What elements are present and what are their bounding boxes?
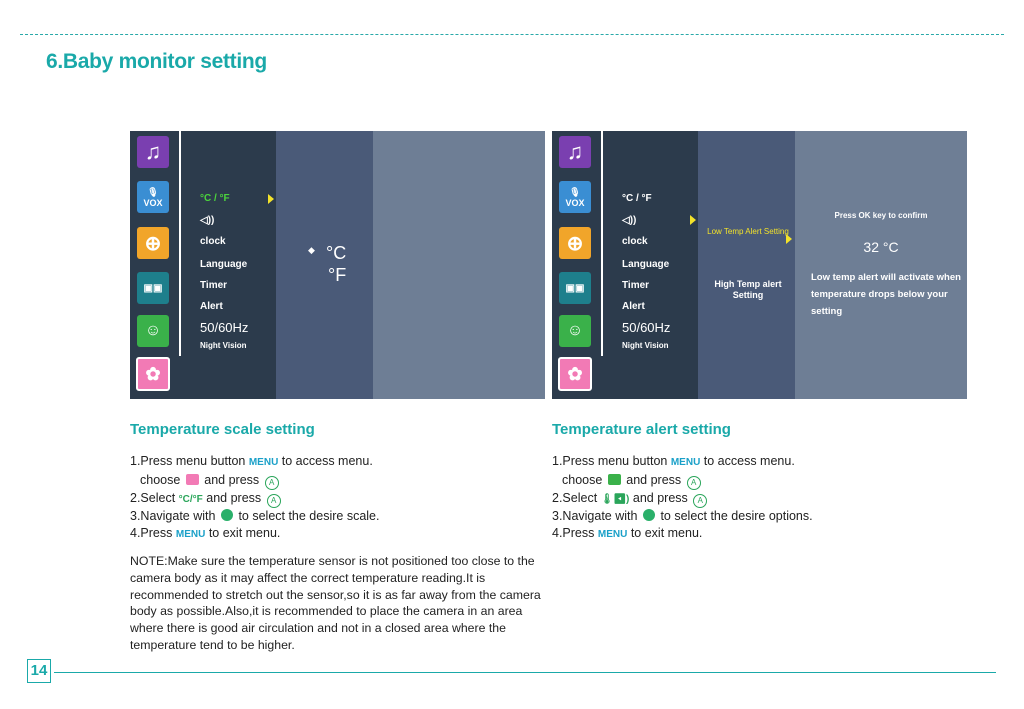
- menu-item-volume[interactable]: ◁)): [622, 215, 637, 226]
- menu-button-icon: MENU: [175, 528, 206, 540]
- navigation-pad-icon: [643, 509, 655, 521]
- right-monitor-screen: [552, 131, 967, 399]
- top-dashed-divider: [20, 34, 1004, 35]
- menu-item-language[interactable]: Language: [200, 259, 248, 270]
- menu-button-icon: MENU: [597, 528, 628, 540]
- camera-icon[interactable]: ▣▣: [137, 272, 169, 304]
- detail-panel: [795, 131, 967, 399]
- settings-gear-icon[interactable]: ✿: [558, 357, 592, 391]
- ok-button-icon: A: [693, 494, 707, 508]
- menu-button-icon: MENU: [670, 457, 701, 468]
- zoom-icon[interactable]: ⊕: [137, 227, 169, 259]
- baby-camera-icon[interactable]: ☺: [137, 315, 169, 347]
- settings-gear-icon[interactable]: ✿: [136, 357, 170, 391]
- settings-menu: [182, 131, 274, 399]
- section-title-temp-scale: Temperature scale setting: [130, 421, 315, 438]
- detail-panel: [373, 131, 545, 399]
- menu-icon-column: [552, 131, 600, 399]
- options-panel: [698, 131, 795, 399]
- menu-item-timer[interactable]: Timer: [200, 280, 228, 291]
- arrow-right-icon: [268, 194, 274, 204]
- alert-info-text: Low temp alert will activate when temperature drops below your setting: [811, 272, 961, 317]
- ok-button-icon: A: [267, 494, 281, 508]
- left-monitor-screen: [130, 131, 545, 399]
- settings-gear-icon: [186, 474, 199, 485]
- menu-item-alert[interactable]: Alert: [200, 301, 223, 312]
- menu-button-icon: MENU: [248, 457, 279, 468]
- page-number: 14: [27, 659, 51, 683]
- page-title: 6.Baby monitor setting: [46, 50, 267, 73]
- temp-alert-icon: 🌡◀): [600, 493, 630, 505]
- confirm-hint: Press OK key to confirm: [834, 211, 928, 220]
- music-icon[interactable]: ♫: [559, 136, 591, 168]
- menu-item-alert[interactable]: Alert: [622, 301, 645, 312]
- baby-camera-icon[interactable]: ☺: [559, 315, 591, 347]
- menu-item-frequency[interactable]: 50/60Hz: [622, 320, 671, 335]
- menu-item-volume[interactable]: ◁)): [200, 215, 215, 226]
- option-fahrenheit[interactable]: °F: [328, 265, 347, 285]
- zoom-icon[interactable]: ⊕: [559, 227, 591, 259]
- section-title-temp-alert: Temperature alert setting: [552, 421, 731, 438]
- temp-alert-steps: 1.Press menu button MENU to access menu. choose and press A 2.Select 🌡◀) and press A 3.Navigate with to select the desire options. 4.Press MENU to exit menu.: [552, 454, 813, 540]
- temp-scale-steps: 1.Press menu button MENU to access menu. choose and press A 2.Select °C/°F and press A 3.Navigate with to select the desire scale. 4.Press MENU to exit menu.: [130, 454, 380, 540]
- option-low-temp-alert[interactable]: Low Temp Alert Setting: [707, 227, 789, 236]
- menu-item-frequency[interactable]: 50/60Hz: [200, 320, 249, 335]
- bottom-divider: [54, 672, 996, 673]
- vox-icon[interactable]: 🎙 VOX: [559, 181, 591, 213]
- temp-value-stepper[interactable]: 32 °C: [863, 239, 899, 255]
- music-icon[interactable]: ♫: [137, 136, 169, 168]
- menu-item-timer[interactable]: Timer: [622, 280, 650, 291]
- settings-menu: [604, 131, 696, 399]
- menu-item-night-vision[interactable]: Night Vision: [622, 341, 669, 350]
- navigation-pad-icon: [221, 509, 233, 521]
- temp-scale-icon: °C/°F: [178, 493, 203, 505]
- note-paragraph: NOTE:Make sure the temperature sensor is not positioned too close to the camera body as it may affect the correct temperature reading.It is recommended to stretch out the sensor,so it is as far away from the camera body as possible.Also,it is recommended to place the camera in an area where there is good air circulation and not in a closed area where the temperature tend to be higher.: [130, 554, 541, 652]
- options-panel: [276, 131, 373, 399]
- menu-item-clock[interactable]: clock: [200, 236, 226, 247]
- option-high-temp-alert[interactable]: High Temp alert Setting: [714, 279, 782, 300]
- ok-button-icon: A: [265, 476, 279, 490]
- menu-item-language[interactable]: Language: [622, 259, 670, 270]
- baby-camera-icon: [608, 474, 621, 485]
- ok-button-icon: A: [687, 476, 701, 490]
- selection-dot-icon: ◆: [308, 245, 315, 255]
- menu-item-temp-scale[interactable]: °C / °F: [622, 193, 652, 204]
- option-celsius[interactable]: °C: [326, 243, 347, 263]
- menu-item-temp-scale[interactable]: °C / °F: [200, 193, 230, 204]
- menu-item-night-vision[interactable]: Night Vision: [200, 341, 247, 350]
- menu-icon-column: [130, 131, 178, 399]
- arrow-right-icon: [786, 234, 792, 244]
- menu-item-clock[interactable]: clock: [622, 236, 648, 247]
- vox-icon[interactable]: 🎙 VOX: [137, 181, 169, 213]
- camera-icon[interactable]: ▣▣: [559, 272, 591, 304]
- arrow-right-icon: [690, 215, 696, 225]
